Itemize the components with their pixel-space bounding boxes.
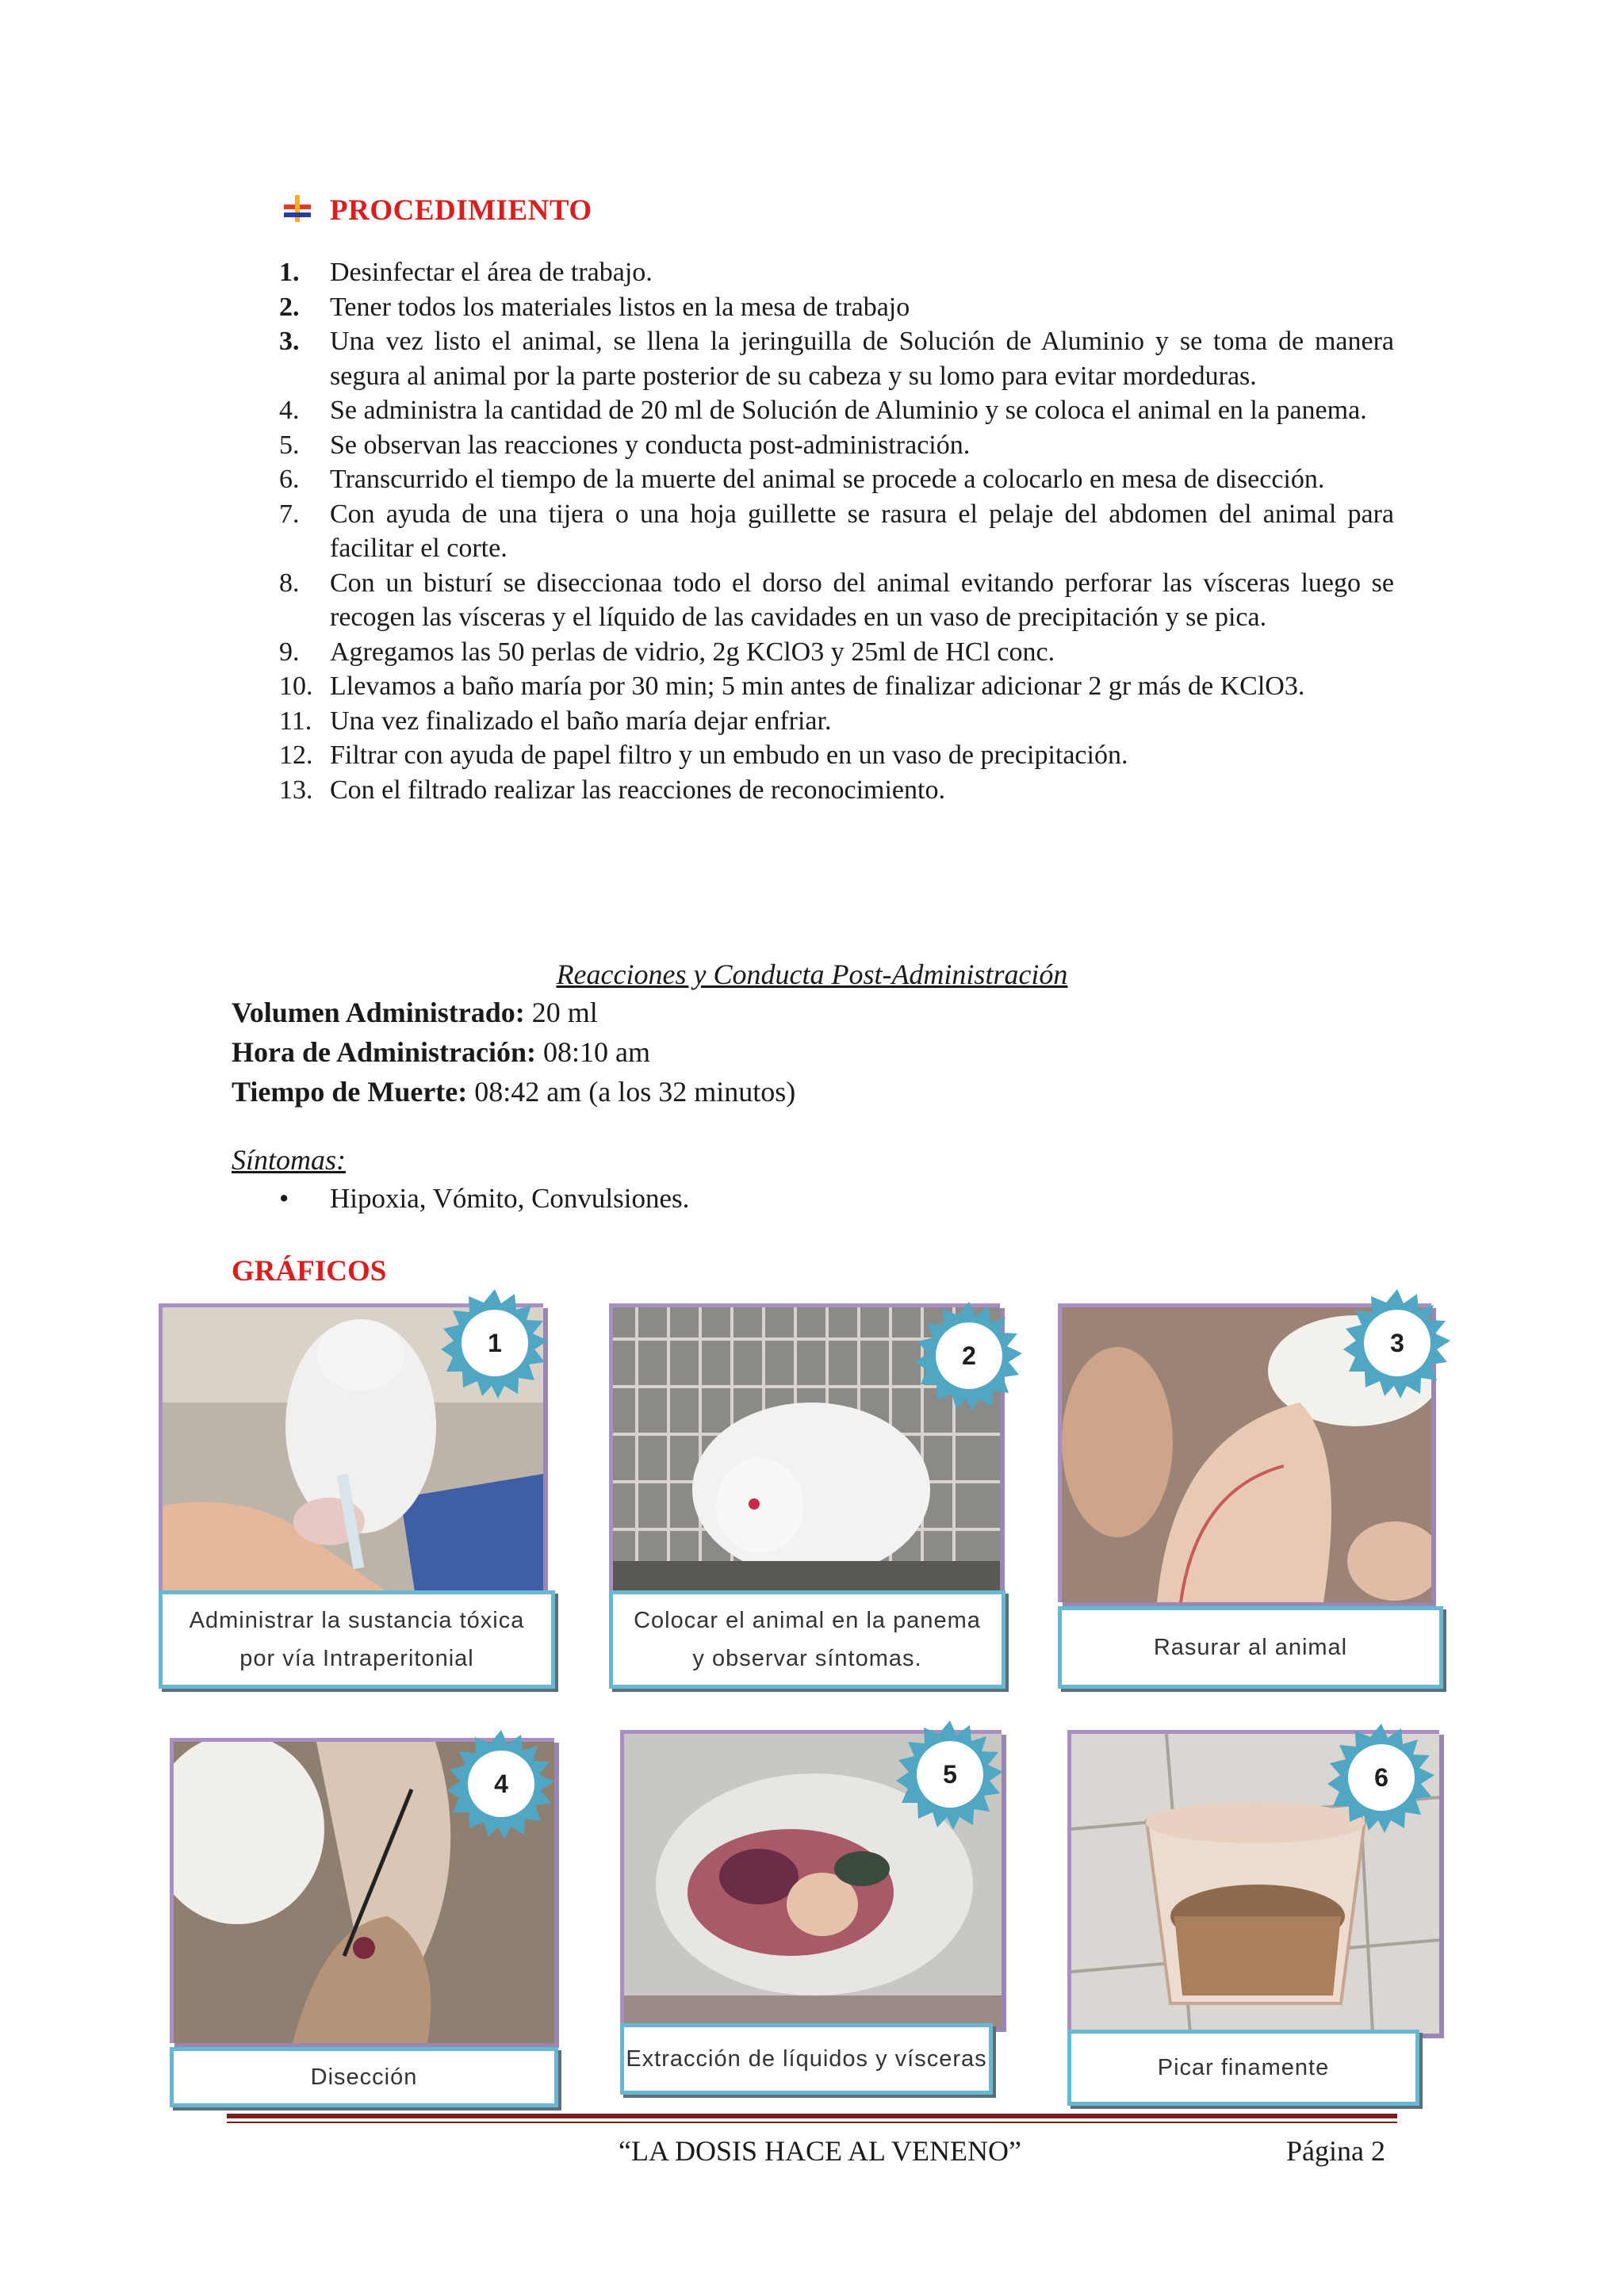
page-number: Página 2 — [1286, 2135, 1385, 2167]
step-number: 12. — [279, 740, 313, 770]
volume-value: 20 ml — [531, 997, 598, 1028]
caption-line-1: Picar finamente — [1157, 2055, 1330, 2080]
step-number: 7. — [279, 499, 300, 529]
time-value: 08:10 am — [543, 1036, 650, 1068]
step-6 — [279, 462, 1394, 497]
caption-2 — [609, 1590, 1005, 1689]
step-number: 5. — [279, 430, 300, 460]
symptoms-label: Síntomas: — [232, 1144, 346, 1176]
caption-line-1: Rasurar al animal — [1153, 1635, 1348, 1660]
step-number: 4. — [279, 396, 300, 425]
badge-number: 3 — [1390, 1328, 1404, 1357]
step-2 — [279, 290, 1394, 325]
step-text: Agregamos las 50 perlas de vidrio, 2g KClO3 y 25ml de HCl conc. — [330, 637, 1055, 667]
procedure-title: PROCEDIMIENTO — [330, 194, 592, 227]
step-text: Llevamos a baño maría por 30 min; 5 min antes de finalizar adicionar 2 gr más de KClO3. — [330, 672, 1305, 701]
step-number: 11. — [279, 706, 312, 736]
symptoms-item — [279, 1183, 689, 1215]
step-10 — [279, 669, 1394, 704]
step-text: Una vez finalizado el baño maría dejar enfriar. — [330, 706, 832, 736]
volume-line — [232, 996, 598, 1029]
death-line — [232, 1075, 795, 1108]
badge-number: 6 — [1374, 1762, 1388, 1792]
step-13 — [279, 773, 1394, 808]
step-text: Con un bisturí se diseccionaa todo el dorso del animal evitando perforar las vísceras luego se recogen las vísceras y el líquido de las cavidades en un vaso de precipitación y se pica. — [330, 568, 1394, 632]
caption-4 — [170, 2047, 558, 2107]
caption-1 — [159, 1590, 555, 1689]
step-3 — [279, 324, 1394, 393]
volume-label: Volumen Administrado: — [232, 997, 525, 1028]
bullet-dot-icon: • — [279, 1183, 289, 1214]
step-text: Desinfectar el área de trabajo. — [330, 258, 653, 287]
footer-rule — [227, 2114, 1397, 2118]
death-value: 08:42 am (a los 32 minutos) — [474, 1076, 796, 1108]
caption-line-1: Colocar el animal en la panema — [634, 1608, 981, 1633]
step-text: Transcurrido el tiempo de la muerte del animal se procede a colocarlo en mesa de disección. — [330, 465, 1325, 494]
graphics-title: GRÁFICOS — [232, 1255, 387, 1288]
caption-line-1: Extracción de líquidos y vísceras — [626, 2046, 987, 2072]
death-label: Tiempo de Muerte: — [232, 1076, 468, 1108]
step-7 — [279, 497, 1394, 566]
step-9 — [279, 635, 1394, 670]
step-1 — [279, 255, 1394, 290]
step-text: Se administra la cantidad de 20 ml de Solución de Aluminio y se coloca el animal en la panema. — [330, 396, 1367, 425]
step-number: 1. — [279, 258, 300, 287]
step-5 — [279, 428, 1394, 463]
step-8 — [279, 566, 1394, 635]
step-text: Con el filtrado realizar las reacciones de reconocimiento. — [330, 775, 945, 805]
step-number: 10. — [279, 672, 313, 701]
caption-5 — [620, 2023, 993, 2095]
plus-bullet-icon — [281, 193, 314, 227]
footer-motto: “LA DOSIS HACE AL VENENO” — [619, 2135, 1021, 2167]
symptoms-text: Hipoxia, Vómito, Convulsiones. — [330, 1183, 690, 1214]
step-number: 3. — [279, 327, 300, 356]
procedure-steps — [279, 255, 1394, 807]
caption-6 — [1067, 2030, 1419, 2106]
step-4 — [279, 393, 1394, 428]
caption-3 — [1058, 1606, 1443, 1689]
time-line — [232, 1035, 650, 1069]
step-number: 2. — [279, 292, 300, 322]
step-text: Con ayuda de una tijera o una hoja guillette se rasura el pelaje del abdomen del animal para facilitar el corte. — [330, 499, 1394, 563]
badge-number: 5 — [943, 1759, 957, 1789]
caption-line-1: Administrar la sustancia tóxica — [189, 1608, 525, 1633]
caption-line-2: y observar síntomas. — [692, 1646, 922, 1671]
step-text: Se observan las reacciones y conducta post-administración. — [330, 430, 971, 460]
time-label: Hora de Administración: — [232, 1036, 536, 1068]
step-text: Una vez listo el animal, se llena la jeringuilla de Solución de Aluminio y se toma de manera segura al animal por la parte posterior de su cabeza y su lomo para evitar mordeduras. — [330, 327, 1394, 391]
footer-rule-thin — [227, 2122, 1397, 2123]
step-number: 9. — [279, 637, 300, 667]
caption-line-2: por vía Intraperitonial — [239, 1646, 474, 1671]
step-text: Tener todos los materiales listos en la mesa de trabajo — [330, 292, 910, 322]
caption-line-1: Disección — [310, 2064, 418, 2090]
step-11 — [279, 704, 1394, 739]
step-number: 6. — [279, 465, 300, 494]
badge-number: 1 — [488, 1328, 502, 1357]
reactions-title: Reacciones y Conducta Post-Administración — [556, 959, 1068, 990]
badge-number: 4 — [494, 1769, 508, 1798]
step-number: 8. — [279, 568, 300, 598]
step-text: Filtrar con ayuda de papel filtro y un embudo en un vaso de precipitación. — [330, 740, 1128, 770]
step-12 — [279, 738, 1394, 773]
badge-number: 2 — [962, 1341, 976, 1370]
step-number: 13. — [279, 775, 313, 805]
